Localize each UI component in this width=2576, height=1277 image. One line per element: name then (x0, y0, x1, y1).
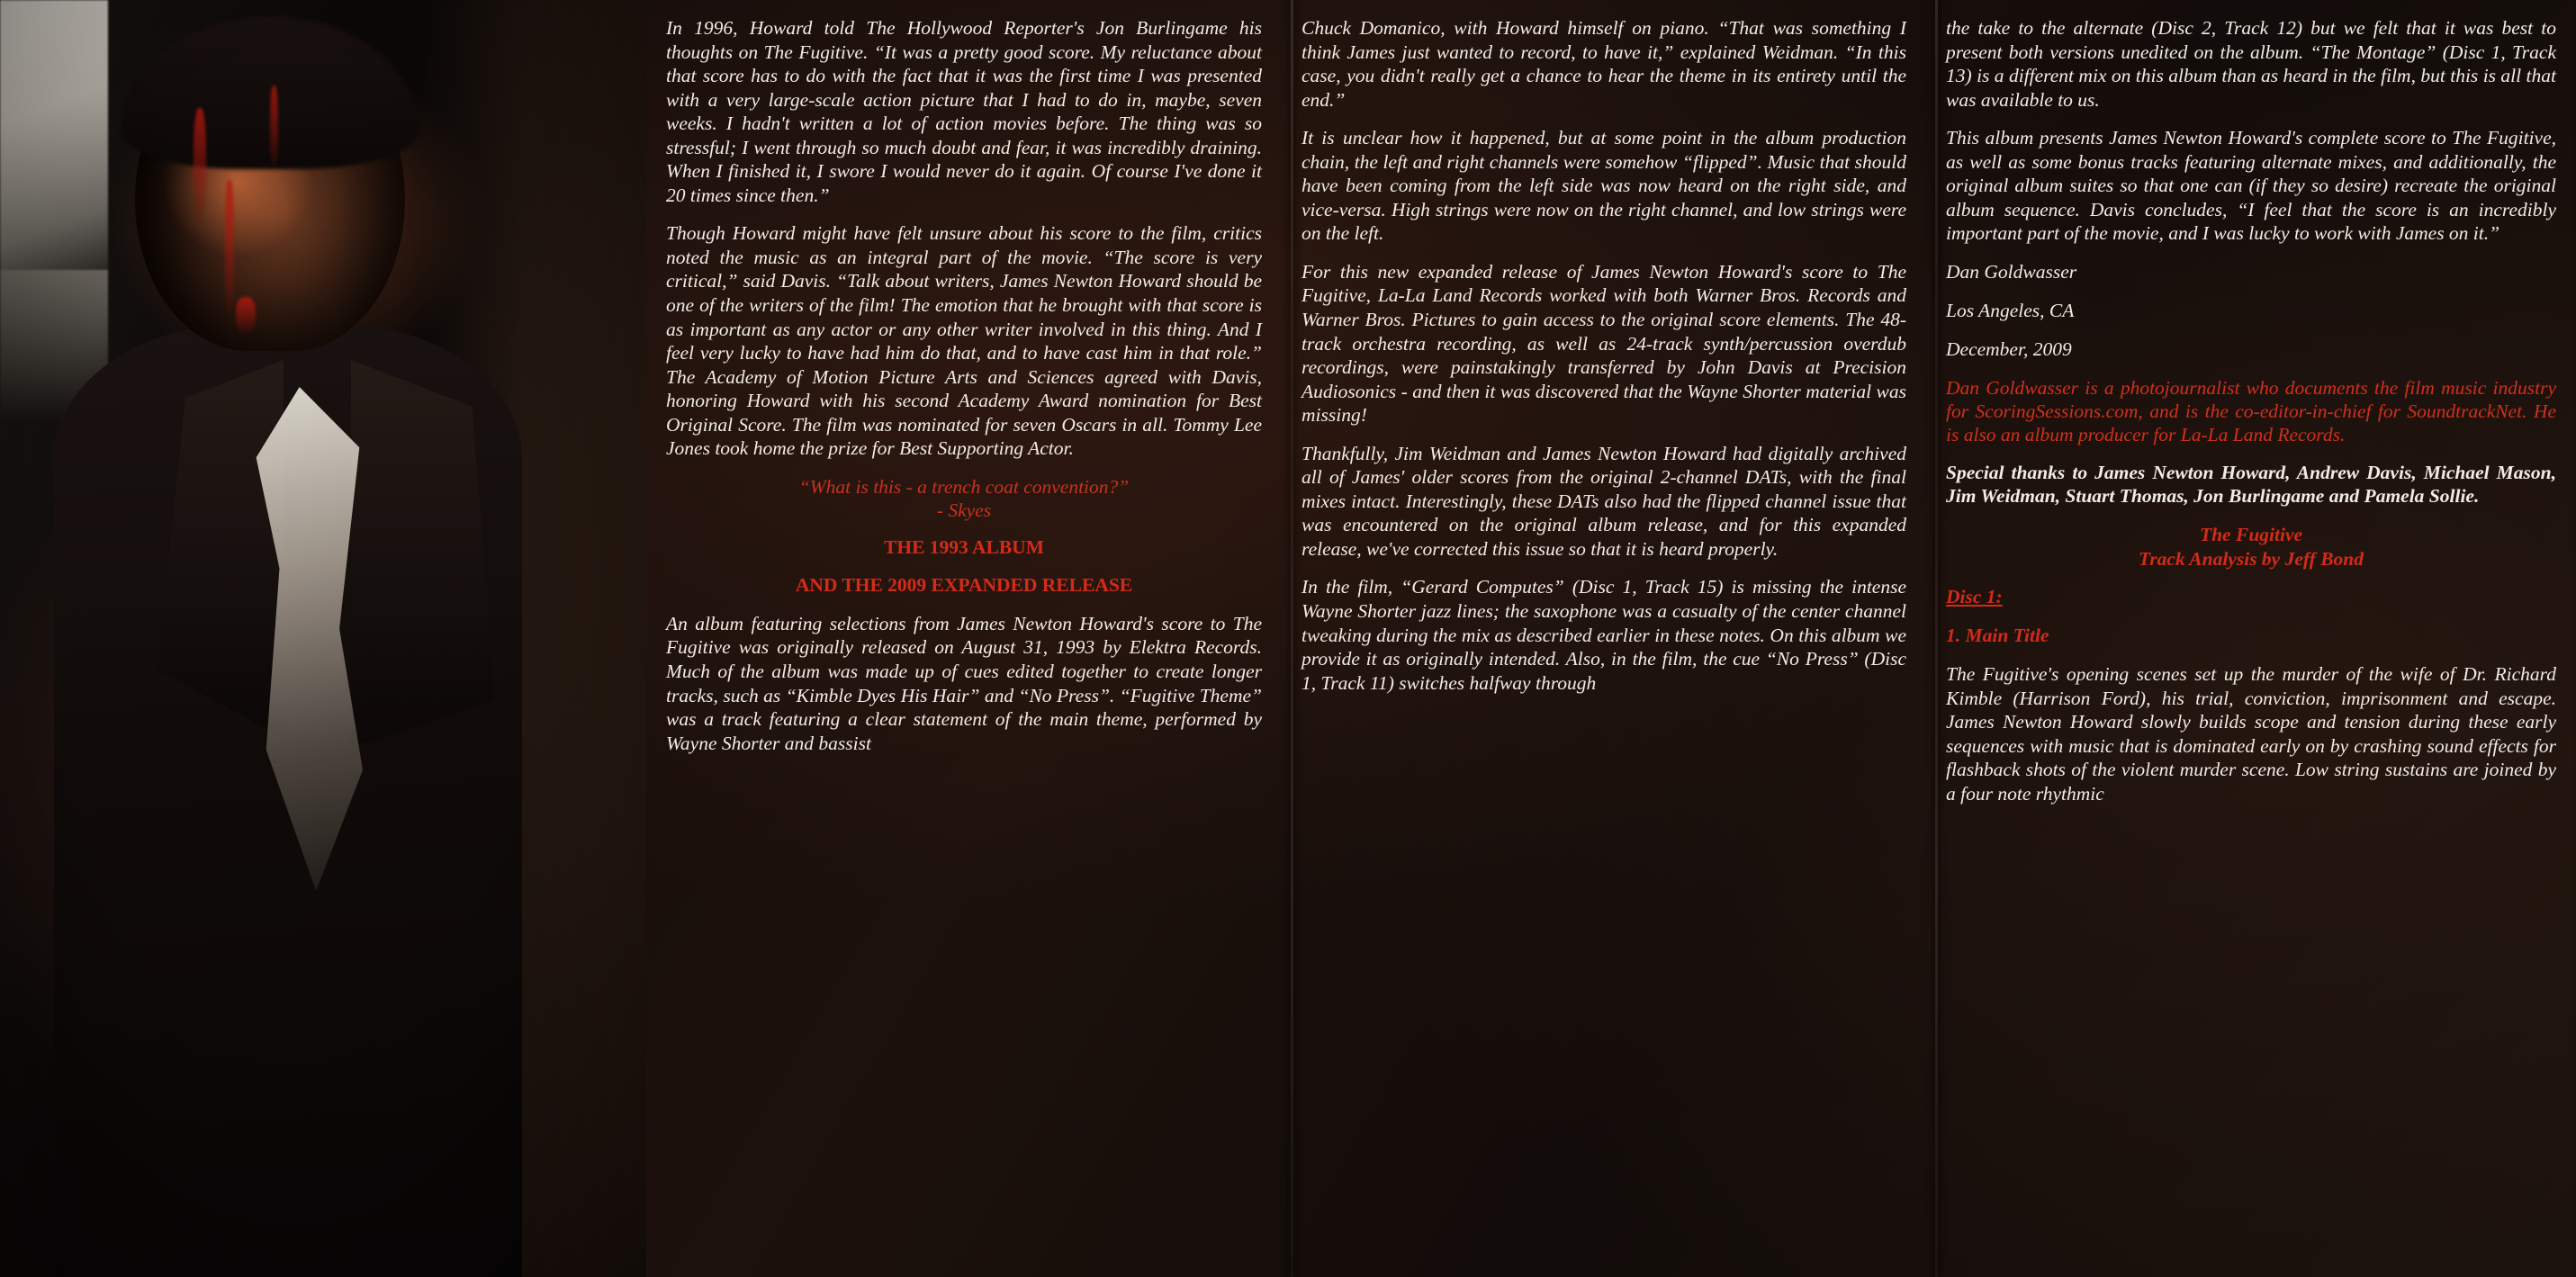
column2-paragraph-4: Thankfully, Jim Weidman and James Newton Howard had digitally archived all of James' older scores from the original 2-channel DATs, with the final mixes intact. Interestingly, these DATs also had the flipped channel issue that was encountered on the original album release, and for this expanded release, we've corrected this issue so that it is heard properly. (1302, 442, 1906, 560)
track-heading: 1. Main Title (1946, 625, 2049, 647)
column1-paragraph-1: In 1996, Howard told The Hollywood Reporter's Jon Burlingame his thoughts on The Fugitive. “It was a pretty good score. My reluctance about that score has to do with the fact that it was the first time I was presented with a very large-scale action picture that I had to do in, maybe, seven weeks. I hadn't written a lot of action movies before. The thing was so stressful; I went through so much doubt and fear, it was incredibly draining. When I finished it, I swore I would never do it again. Of course I've done it 20 times since then.” (666, 17, 1262, 206)
signature-name: Dan Goldwasser (1946, 260, 2077, 283)
signature-date: December, 2009 (1946, 337, 2072, 360)
signature-location: Los Angeles, CA (1946, 299, 2075, 321)
column2-paragraph-5: In the film, “Gerard Computes” (Disc 1, Track 15) is missing the intense Wayne Shorter jazz lines; the saxophone was a casualty of the center channel tweaking during the mix as described earlier in these notes. On this album we provide it as originally intended. Also, in the film, the cue “No Press” (Disc 1, Track 11) switches halfway through (1302, 576, 1906, 694)
pull-quote: “What is this - a trench coat convention?” - Skyes (798, 475, 1130, 522)
special-thanks: Special thanks to James Newton Howard, Andrew Davis, Michael Mason, Jim Weidman, Stuart Thomas, Jon Burlingame and Pamela Sollie. (1946, 462, 2556, 508)
section-heading-line-2: AND THE 2009 EXPANDED RELEASE (795, 574, 1133, 597)
liner-notes-text-area (646, 0, 2576, 1277)
column3-paragraph-2: This album presents James Newton Howard's complete score to The Fugitive, as well as some bonus tracks featuring alternate mixes, and additionally, the original album suites so that one can (if they so desire) recreate the original album sequence. Davis concludes, “I feel that the score is an incredibly important part of the movie, and I was lucky to work with James on it.” (1946, 127, 2556, 245)
column2-paragraph-3: For this new expanded release of James Newton Howard's score to The Fugitive, La-La Land Records worked with both Warner Bros. Records and Warner Bros. Pictures to gain access to the original score elements. The 48-track orchestra recording, as well as 24-track synth/percussion overdub recordings, were painstakingly transferred by John Davis at Precision Audiosonics - and then it was discovered that the Wayne Shorter material was missing! (1302, 260, 1906, 427)
text-column-3 (1926, 0, 2576, 1277)
disc-heading: Disc 1: (1946, 586, 2003, 608)
blood-streak-2 (225, 180, 234, 315)
window-light (0, 0, 108, 270)
blood-streak-4 (236, 297, 256, 333)
track-analysis-body: The Fugitive's opening scenes set up the murder of the wife of Dr. Richard Kimble (Harrison Ford), his trial, conviction, imprisonment and escape. James Newton Howard slowly builds scope and tension during these early sequences with music that is dominated early on by crashing sound effects for flashback shots of the violent murder scene. Low string sustains are joined by a four note rhythmic (1946, 663, 2556, 805)
text-column-1 (646, 0, 1282, 1277)
cover-photo-panel (0, 0, 646, 1277)
author-bio-note: Dan Goldwasser is a photojournalist who documents the film music industry for ScoringSessions.com, and is the co-editor-in-chief for SoundtrackNet. He is also an album producer for La-La Land Records. (1946, 376, 2556, 445)
column1-paragraph-2: Though Howard might have felt unsure about his score to the film, critics noted the music as an integral part of the movie. “The score is very critical,” said Davis. “Talk about writers, James Newton Howard should be one of the writers of the film! The emotion that he brought with that score is as important as any actor or any other writer involved in this thing. And I feel very lucky to have had him do that, and to have cast him in that role.” The Academy of Motion Picture Arts and Sciences agreed with Davis, honoring Howard with his second Academy Award nomination for Best Original Score. The film was nominated for seven Oscars in all. Tommy Lee Jones took home the prize for Best Supporting Actor. (666, 222, 1262, 460)
section-heading-line-1: THE 1993 ALBUM (884, 536, 1044, 559)
text-column-2 (1282, 0, 1926, 1277)
blood-streak-3 (270, 85, 278, 166)
column2-paragraph-2: It is unclear how it happened, but at some point in the album production chain, the left and right channels were somehow “flipped”. Music that should have been coming from the left side was now heard on the right side, and vice-versa. High strings were now on the right channel, and low strings were on the left. (1302, 127, 1906, 245)
column2-paragraph-1: Chuck Domanico, with Howard himself on piano. “That was something I think James just wanted to record, to have it,” explained Weidman. “In this case, you didn't really get a chance to hear the theme in its entirety until the end.” (1302, 17, 1906, 111)
track-analysis-title-line-2: Track Analysis by Jeff Bond (2138, 547, 2364, 570)
column1-section-body: An album featuring selections from James Newton Howard's score to The Fugitive was originally released on August 31, 1993 by Elektra Records. Much of the album was made up of cues edited together to create longer tracks, such as “Kimble Dyes His Hair” and “No Press”. “Fugitive Theme” was a track featuring a clear statement of the main theme, performed by Wayne Shorter and bassist (666, 612, 1262, 754)
track-analysis-title-line-1: The Fugitive (2199, 523, 2303, 545)
blood-streak-1 (194, 108, 206, 216)
track-analysis-title (1946, 523, 2556, 571)
column3-paragraph-1: the take to the alternate (Disc 2, Track 12) but we felt that it was best to present both versions unedited on the album. “The Montage” (Disc 1, Track 13) is a different mix on this album than as heard in the film, but this is all that was available to us. (1946, 17, 2556, 111)
